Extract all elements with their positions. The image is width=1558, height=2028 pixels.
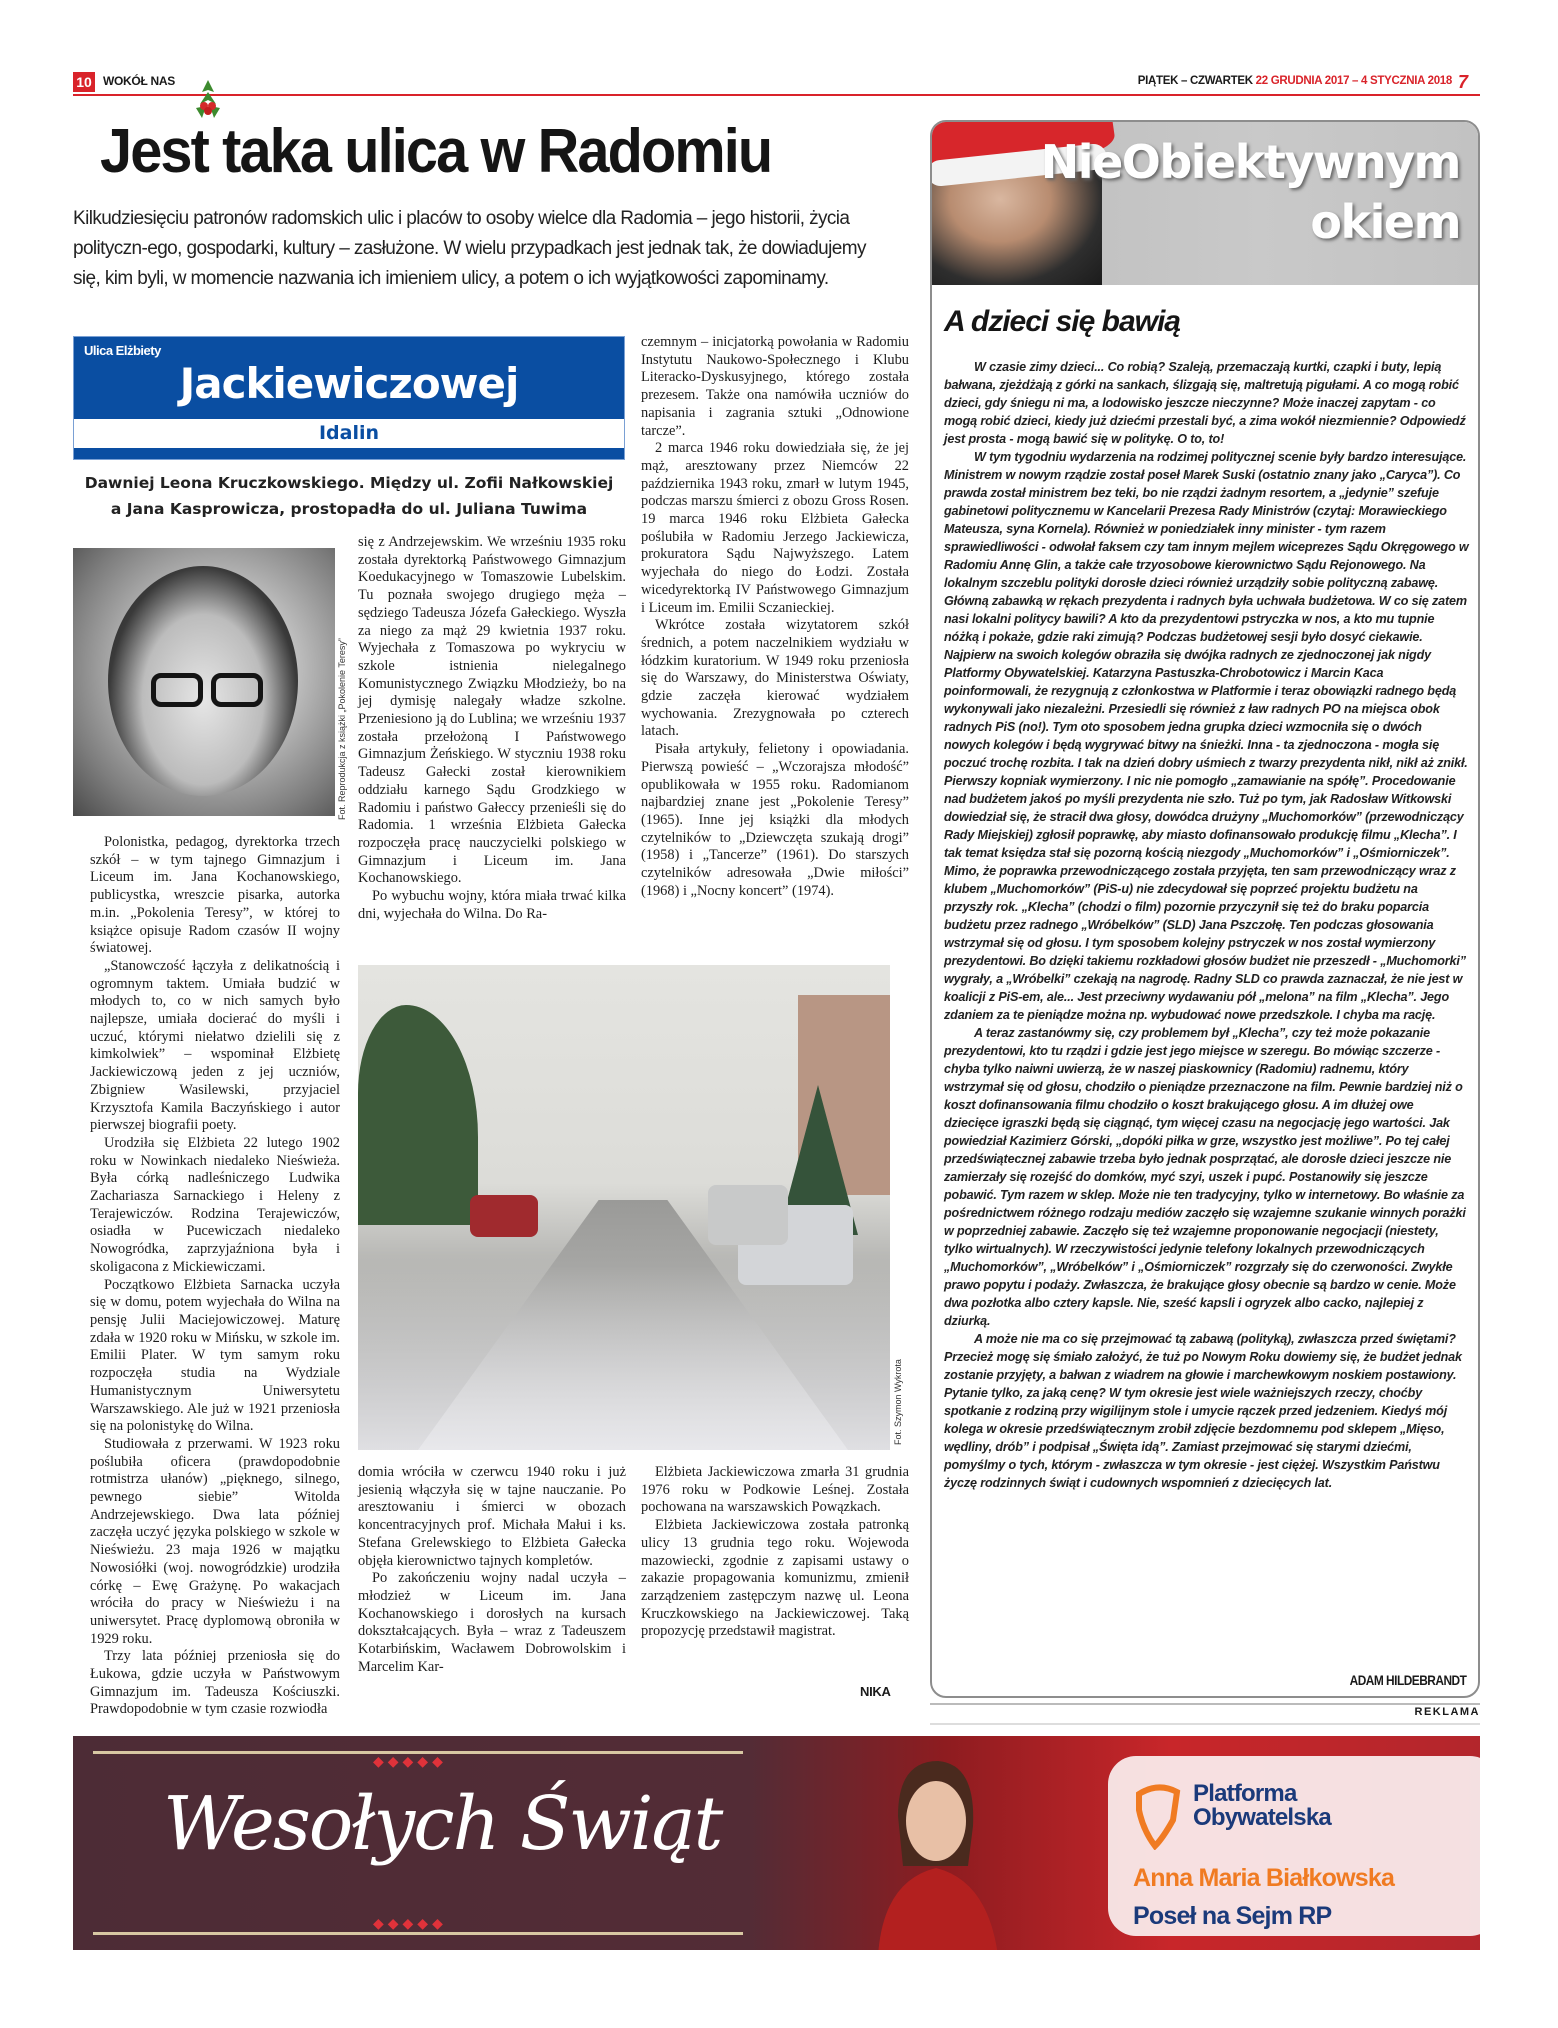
column-header — [932, 122, 1478, 285]
article-paragraph: czemnym – inicjatorką powołania w Radomiu Instytutu Naukowo-Społecznego i Klubu Literacko-Dyskusyjnego, którego została prezesem. Także ona namówiła uczniów do napisania i zagrania sztuki „Odnowione tarcze”. — [641, 334, 909, 439]
article-paragraph: 2 marca 1946 roku dowiedziała się, że jej mąż, aresztowany przez Niemców 22 października 1943 roku, zmarł w lutym 1945, podczas marszu śmierci z obozu Gross Rosen. 19 marca 1946 roku Elżbieta Gałecka poślubiła w Radomiu Jerzego Jackiewicza, prokuratora Sądu Najwyższego. Latem wyjechała do niego do Łodzi. Została wicedyrektorką IV Państwowego Gimnazjum i Liceum im. Emilii Sczanieckiej. — [641, 440, 909, 616]
column-title-line: NieObiektywnym — [1040, 135, 1460, 189]
article-column-middle-top — [358, 534, 626, 923]
portrait-photo — [73, 548, 335, 816]
article-subhead — [73, 470, 625, 522]
article-paragraph: się z Andrzejewskim. We wrześniu 1935 roku została dyrektorką Państwowego Gimnazjum Koedukacyjnego w Tomaszowie Lubelskim. Tu poznała swojego drugiego męża – sędziego Tadeusza Józefa Gałeckiego. Wyszła za niego za mąż 29 kwietnia 1937 roku. Wyjechała z Tomaszowa po wykryciu w szkole istnienia nielegalnego Komunistycznego Związku Młodzieży, bo na jej dymisję nalegały władze szkolne. Przeniesiono ją do Lublina; we wrześniu 1937 została przełożoną I Państwowego Gimnazjum Żeńskiego. W styczniu 1938 roku Tadeusz Gałecki został kierownikiem oddziału karnego Sądu Grodzkiego w Radomiu i państwo Gałeccy przenieśli się do Radomia. 1 września Elżbieta Gałecka rozpoczęła pracę nauczycielki polskiego w Gimnazjum i Liceum im. Jana Kochanowskiego. — [358, 534, 626, 887]
diamond-ornament-icon: ◆◆◆◆◆ — [373, 1917, 447, 1932]
street-sign-district: Idalin — [74, 419, 624, 448]
tree — [358, 1005, 478, 1225]
party-name-line: Platforma — [1193, 1780, 1297, 1807]
subhead-line: a Jana Kasprowicza, prostopadła do ul. Juliana Tuwima — [110, 500, 588, 518]
page-header — [73, 72, 1480, 96]
column-paragraph: A może nie ma co się przejmować tą zabawą (polityką), zwłaszcza przed świętami? Przecież mogę się śmiało założyć, że tuż po Nowym Roku dowiemy się, że budżet jednak zostanie przyjęty, a bałwan z wiadrem na głowie i marchewkowym noskiem postawiony. Pytanie tylko, za jaką cenę? W tym okresie jest wiele ważniejszych rzeczy, choćby spotkanie z rodziną przy wigilijnym stole i umycie rączek przed jedzeniem. Kiedyś mój kolega w okresie przedświątecznym zrobił zdjęcie bezdomnemu pod sklepem „Mięso, wędliny, drób” i podpisał „Święta idą”. Zamiast przejmować się starymi dziećmi, pomyślmy o tych, którym - zwłaszcza w tym okresie - jest ciężej. Wszystkim Państwu życzę rodzinnych świąt i cudownych wspomnień z dziecięcych lat. — [944, 1332, 1462, 1490]
issue-dates: 22 GRUDNIA 2017 – 4 STYCZNIA 2018 — [1255, 75, 1452, 87]
newspaper-logo: 7 — [1458, 72, 1469, 92]
article-column-middle-bottom — [358, 1464, 626, 1676]
column-paragraph: A teraz zastanówmy się, czy problemem był „Klecha”, czy też może pokazanie prezydentowi, kto tu rządzi i gdzie jest jego miejsce w szeregu. Bo mówiąc szczerze - chyba tylko naiwni uwierzą, że w naszej piaskownicy (Radomiu) radnemu, który wstrzymał się od głosu, chodziło o pieniądze przeznaczone na film. Pewnie bardziej niż o koszt dofinansowania filmu chodziło o koszt brakującego głosu. A im dłużej owe dziecięce igraszki będą się ciągnąć, tym więcej czasu na negocjację jego wartości. Jak powiedział Kazimierz Górski, „dopóki piłka w grze, wszystko jest możliwe”. Po tej całej przedświątecznej zabawie trzeba było jednak posprzątać, ale dorosłe dzieci jeszcze nie zamierzały się rozejść do domków, myć szyi, uszek i pupć. Postanowiły się jeszcze pobawić. Tym razem w sklep. Może nie ten tradycyjny, tylko w internetowy. Bo właśnie za pośrednictwem różnego rodzaju mediów zaczęło się wzajemne szukanie winnych porażki w poprzedniej zabawie. Zaczęło się też wzajemne proponowanie negocjacji (niestety, tylko wirtualnych). W rzeczywistości jedynie telefony lokalnych przewodniczących „Muchomorków”, „Wróbelków” i „Ośmiorniczek” rozgrzały się do czerwoności. Zwykłe prawo popytu i podaży. Zwłaszcza, że brakujące głosy obecnie są bardzo w cenie. Może dwa pozłotka albo cztery kapsle. Nie, sześć kapsli i ogryzek albo cacko, najlepiej z dziurką. — [944, 1026, 1466, 1328]
issue-days: PIĄTEK – CZWARTEK — [1137, 75, 1253, 87]
column-title-line: okiem — [1310, 195, 1460, 249]
candidate-card — [1108, 1756, 1480, 1936]
street-photo — [358, 965, 890, 1450]
article-column-left — [90, 834, 340, 1719]
diamond-ornament-icon: ◆◆◆◆◆ — [373, 1755, 447, 1770]
section-name: WOKÓŁ NAS — [103, 74, 175, 88]
article-paragraph: Elżbieta Jackiewiczowa zmarła 31 grudnia 1976 roku w Podkowie Leśnej. Została pochowana na warszawskich Powązkach. — [641, 1464, 909, 1516]
snow — [358, 1265, 890, 1450]
article-column-right-top — [641, 334, 909, 901]
candidate-photo — [858, 1756, 1008, 1950]
glasses-right — [211, 673, 263, 707]
article-paragraph: domia wróciła w czerwcu 1940 roku i już jesienią włączyła się w tajne nauczanie. Po aresztowaniu i śmierci w obozach koncentracyjnych prof. Michała Małui i ks. Stefana Grelewskiego to Elżbieta Gałecka objęła kierownictwo tajnych kompletów. — [358, 1464, 626, 1569]
article-lead: Kilkudziesięciu patronów radomskich ulic i placów to osoby wielce dla Radomia – jego historii, życia polityczn‑ego, gospodarki, kultury – zasłużone. W wielu przypadkach jest jednak tak, że dowiadujemy się, kim byli, w momencie nazwania ich imieniem ulicy, a potem o ich wyjątkowości zapominamy. — [73, 208, 866, 289]
article-paragraph: Wkrótce została wizytatorem szkół średnich, a potem naczelnikiem wydziału w łódzkim kuratorium. W 1949 roku przeniosła się do Warszawy, do Ministerstwa Oświaty, gdzie zaczęła kierować wydziałem wychowania. Zrezygnowała po czterech latach. — [641, 617, 909, 740]
ad-wishes: Wesołych Świąt — [163, 1781, 722, 1867]
opinion-column-box — [930, 120, 1480, 1698]
party-name — [1193, 1782, 1331, 1830]
page-number: 10 — [73, 72, 95, 92]
column-paragraph: W tym tygodniu wydarzenia na rodzimej politycznej scenie były bardzo interesujące. Ministrem w nowym rządzie został poseł Marek Suski (ostatnio znany jako „Caryca”). Co prawda został ministrem bez teki, bo nie rządzi żadnym resortem, a „jedynie” szefuje gabinetowi politycznemu w Kancelarii Prezesa Rady Ministrów (czytaj: Morawieckiego Mateusza, syna Kornela). Również w poniedziałek inny minister - tym razem sprawiedliwości - odwołał faksem czy tam innym mejlem wiceprezes Sądu Okręgowego w Radomiu Annę Glin, a także całe trzyosobowe kierownictwo Sądu Rejonowego. Na lokalnym szczeblu polityki dorosłe dzieci również urządziły sobie polityczną zabawę. Główną zabawką w rękach prezydenta i radnych była uchwała budżetowa. W co się zatem nasi lokalni politycy bawili? A kto da prezydentowi pstryczka w nos, a kto mu tupnie nóżką i pokaże, gdzie raki zimują? Podczas budżetowej sesji było dosyć ciekawie. Najpierw na swoich kolegów obraziła się dwójka radnych ze zjednoczonej jak nigdy Platformy Obywatelskiej. Katarzyna Pastuszka-Chrobotowicz i Marcin Kaca poinformowali, że rezygnują z członkostwa w Platformie i teraz obowiązki radnego będą wykonywali jako niezależni. Przesiedli się również z ław radnych PO na miejsca obok radnych PiS (no!). Tym oto sposobem jedna grupka dzieci wzmocniła się o dwóch nowych kolegów i będą wygrywać bitwy na śnieżki. Inna - ta zjednoczona - mogła się poczuć trochę rozbita. I tak na dzień dobry uśmiech z twarzy prezydenta nikł, nikł aż znikł. Pierwszy kopniak wymierzony. I nic nie pomogło „zamawianie na spółę”. Procedowanie nad budżetem jakoś po myśli prezydenta nie szło. Tuż po tym, jak Radosław Witkowski dowiedział się, że stracił dwa głosy, dowódca drużyny „Muchomorków” (przewodniczący Rady Miejskiej) zgłosił poprawkę, aby miasto dofinansowało produkcję filmu „Klecha”. I tak temat księdza stał się pozorną kością niezgody „Muchomorków” i „Ośmiorniczek”. Mimo, że poprawka przewodniczącego została przyjęta, ten sam przewodniczący wraz z klubem „Muchomorków” (PiS-u) nie zdecydował się poprzeć projektu budżetu na przyszły rok. „Klecha” (chodzi o film) pozornie przyczynił się też do braku poparcia budżetu przez radnego „Wróbelków” (SLD) Jana Pszczołę. Ten podczas głosowania wstrzymał się od głosu. I tym sposobem kolejny pstryczek w nos został wymierzony prezydentowi. Bo dzięki takiemu rozkładowi głosów budżet nie przeszedł - „Muchomorki” wygrały, a „Wróbelki” czekają na nagrodę. Radny SLD co prawda zaznaczał, że nie jest w koalicji z PiS-em, ale... Jest przeciwny wydawaniu pół „melona” na film „Klecha”. Jego zdaniem za te pieniądze można np. wybudować nowe przedszkole. I chyba ma rację. — [944, 450, 1469, 1022]
column-headline: A dzieci się bawią — [944, 305, 1180, 338]
article-paragraph: Urodziła się Elżbieta 22 lutego 1902 roku w Nowinkach niedaleko Nieświeża. Była córką nadleśniczego Ludwika Zachariasza Sarnackiego i Heleny z Terajewiczów. Rodzina Terajewiczów, osiadła w Pucewiczach niedaleko Nowogródka, zaprzyjaźniona była i skoligacona z Mickiewiczami. — [90, 1134, 340, 1275]
ad-divider — [930, 1703, 1480, 1725]
street-sign — [73, 336, 625, 460]
car — [470, 1195, 538, 1237]
column-paragraph: W czasie zimy dzieci... Co robią? Szaleją, przemaczają kurtki, czapki i buty, lepią bałwana, zjeżdżają z górki na sankach, ślizgają się, maltretują pigułami. A co mogą robić dzieci, gdy śniegu ni ma, a lodowisko jeszcze nieczynne? Może inaczej zapytam - co mogą robić dzieci, kiedy już dziećmi przestali być, a zima wokół niezmiennie? Odpowiedź jest prosta - mogą bawić się w politykę. O to, to! — [944, 360, 1466, 446]
article-paragraph: Polonistka, pedagog, dyrektorka trzech szkół – w tym tajnego Gimnazjum i Liceum im. Jana Kochanowskiego, publicystka, wreszcie pisarka, autorka m.in. „Pokolenia Teresy”, w której to książce opisuje Radom czasów II wojny światowej. — [90, 834, 340, 957]
photo-caption: Fot. Szymon Wykrota — [893, 1359, 903, 1445]
issue-dateline — [1138, 75, 1452, 87]
column-title — [1041, 132, 1460, 252]
advertisement[interactable] — [73, 1736, 1480, 1950]
article-paragraph: Studiowała z przerwami. W 1923 roku poślubiła oficera (prawdopodobnie rotmistrza ułanów) „pięknego, silnego, pewnego siebie” Witolda Andrzejewskiego. Dwa lata później zaczęła uczyć języka polskiego w szkole w Nieświeżu. 23 maja 1926 w majątku Nowosiółki (woj. nowogródzkie) urodziła córkę – Ewę Grażynę. Po wakacjach wróciła do pracy w Nieświeżu i na uniwersytet. Pracę dyplomową obroniła w 1929 roku. — [90, 1435, 340, 1647]
article-paragraph: Trzy lata później przeniosła się do Łukowa, gdzie uczyła w Państwowym Gimnazjum im. Tadeusza Kościuszki. Prawdopodobnie w tym czasie rozwiodła — [90, 1648, 340, 1718]
candidate-name: Anna Maria Białkowska — [1133, 1864, 1395, 1892]
street-sign-prefix: Ulica Elżbiety — [84, 343, 161, 358]
article-column-right-bottom — [641, 1464, 909, 1641]
article-title: Jest taka ulica w Radomiu — [100, 117, 772, 186]
portrait-caption: Fot. Reprodukcja z książki „Pokolenie Teresy” — [337, 638, 347, 820]
ad-label: REKLAMA — [1414, 1706, 1480, 1718]
article-paragraph: Po wybuchu wojny, która miała trwać kilka dni, wyjechała do Wilna. Do Ra- — [358, 888, 626, 922]
article-paragraph: Po zakończeniu wojny nadal uczyła – młodzież w Liceum im. Jana Kochanowskiego i dorosłych na kursach dokształcających. Była – wraz z Tadeuszem Kotarbińskim, Wacławem Dobrowolskim i Marcelim Kar- — [358, 1570, 626, 1675]
article-paragraph: Początkowo Elżbieta Sarnacka uczyła się w domu, potem wyjechała do Wilna na pensję Julii Maciejowiczowej. Maturę zdała w 1920 roku w Mińsku, w szkole im. Emilii Plater. W tym samym roku rozpoczęła studia na Wydziale Humanistycznym Uniwersytetu Warszawskiego. Ale już w 1921 przeniosła się na polonistykę do Wilna. — [90, 1276, 340, 1435]
subhead-line: Dawniej Leona Kruczkowskiego. Między ul. Zofii Nałkowskiej — [84, 474, 614, 492]
article-paragraph: Pisała artykuły, felietony i opowiadania. Pierwszą powieść – „Wczorajsza młodość” opublikowała w 1955 roku. Radomianom najbardziej znane jest „Pokolenie Teresy” (1965). Inne jej książki dla młodych czytelników to „Dziewczęta szukają drogi” (1958) i „Tancerze” (1961). Do starszych czytelników adresowała „Dwie miłości” (1968) i „Nocny koncert” (1974). — [641, 741, 909, 899]
party-name-line: Obywatelska — [1193, 1804, 1331, 1831]
candidate-role: Poseł na Sejm RP — [1133, 1902, 1332, 1930]
article-author: NIKA — [860, 1684, 891, 1699]
column-body — [944, 358, 1469, 1492]
street-sign-name: Jackiewiczowej — [179, 359, 519, 408]
portrait-face — [108, 566, 298, 796]
column-author: ADAM HILDEBRANDT — [1349, 1672, 1466, 1688]
article-paragraph: „Stanowczość łączyła z delikatnością i ogromnym taktem. Umiała budzić w młodych to, co w nich samych było najlepsze, umiała docierać do myśli i uczuć, którymi niełatwo dzielili się z kimkolwiek” – wspominał Elżbietę Jackiewiczową jeden z jej uczniów, Zbigniew Wasilewski, przyjaciel Krzysztofa Kamila Baczyńskiego i autor pierwszej biografii poety. — [90, 957, 340, 1134]
glasses-left — [151, 673, 203, 707]
article-paragraph: Elżbieta Jackiewiczowa została patronką ulicy 13 grudnia tego roku. Wojewoda mazowiecki, zgodnie z zapisami ustawy o zakazie propagowania komunizmu, zmienił zarządzeniem zastępczym nazwę ul. Leona Kruczkowskiego na Jackiewiczowej. Taką propozycję przedstawił magistrat. — [641, 1517, 909, 1640]
party-logo-icon — [1133, 1780, 1183, 1850]
car — [708, 1185, 788, 1245]
